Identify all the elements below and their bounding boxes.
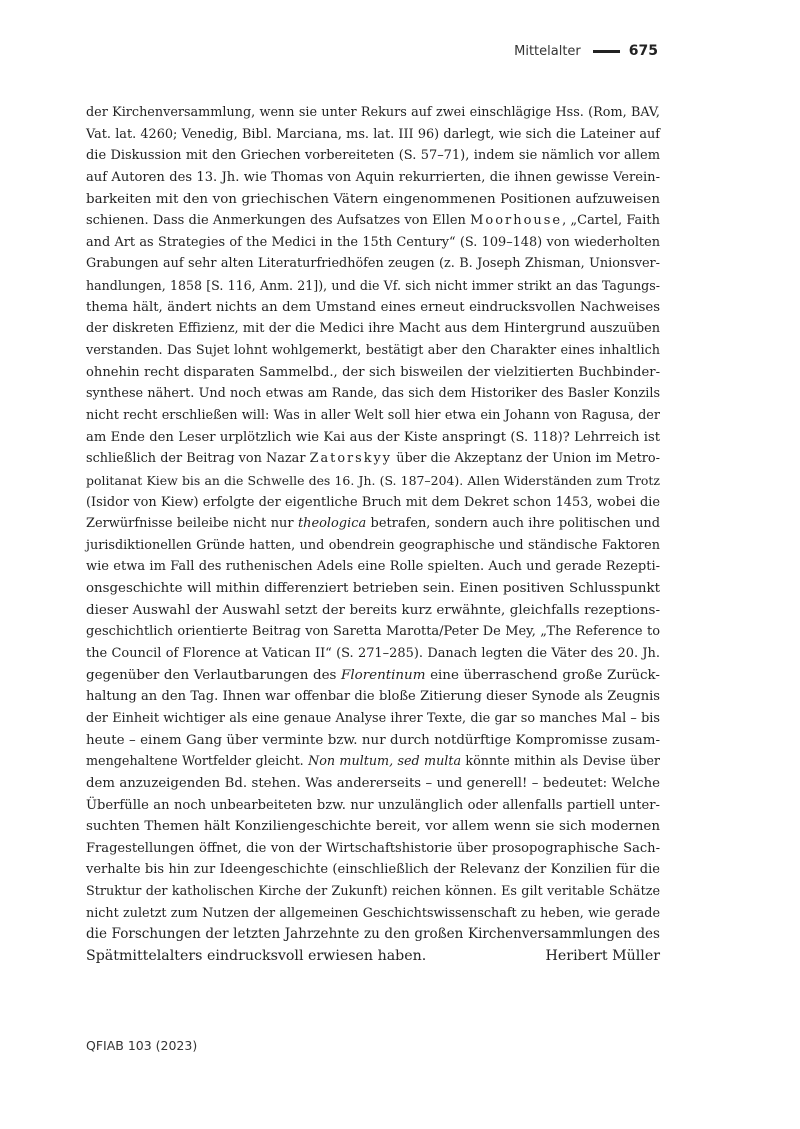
text-segment: eine überraschend große Zurück- <box>430 667 660 683</box>
text-line: die Forschungen der letzten Jahrzehnte zu den großen Kirchenversammlungen des <box>86 926 660 943</box>
italic-term: theologica <box>297 516 367 532</box>
text-line: ohnehin recht disparaten Sammelbd., der sich bisweilen der vielzitierten Buchbinder- <box>86 364 660 380</box>
text-line: (Isidor von Kiew) erfolgte der eigentliche Bruch mit dem Dekret schon 1453, wobei die <box>86 494 660 510</box>
text-line: haltung an den Tag. Ihnen war offenbar die bloße Zitierung dieser Synode als Zeugnis <box>86 689 660 705</box>
text-line: geschichtlich orientierte Beitrag von Saretta Marotta/Peter De Mey, „The Reference to <box>86 624 660 640</box>
text-line: dem anzuzeigenden Bd. stehen. Was andererseits – und generell! – bedeutet: Welche <box>86 775 660 791</box>
text-line: die Diskussion mit den Griechen vorbereiteten (S. 57–71), indem sie nämlich vor allem <box>86 148 660 164</box>
journal-footer: QFIAB 103 (2023) <box>86 1038 198 1053</box>
text-line: heute – einem Gang über verminte bzw. nur durch notdürftige Kompromisse zusam- <box>86 732 660 748</box>
running-header <box>514 43 658 59</box>
text-segment: mengehaltene Wortfelder gleicht. <box>86 754 304 770</box>
text-segment: , „Cartel, Faith <box>562 213 660 229</box>
author-name-spaced: Moorhouse <box>470 213 563 229</box>
text-line <box>86 513 660 535</box>
text-line: nicht zuletzt zum Nutzen der allgemeinen Geschichtswissenschaft zu heben, wie gerade <box>86 905 660 921</box>
text-line: der diskreten Effizienz, mit der die Medici ihre Macht aus dem Hintergrund auszuüben <box>86 321 660 337</box>
header-rule <box>593 50 620 53</box>
text-line <box>86 448 660 470</box>
text-segment: Zerwürfnisse beileibe nicht nur <box>86 516 294 532</box>
text-segment: schienen. Dass die Anmerkungen des Aufsatzes von Ellen <box>86 213 466 229</box>
text-line: thema hält, ändert nichts an dem Umstand eines erneut eindrucksvollen Nachweises <box>86 299 660 315</box>
text-segment: gegenüber den Verlautbarungen des <box>86 667 337 683</box>
text-segment: schließlich der Beitrag von Nazar <box>86 451 306 467</box>
text-segment: betrafen, sondern auch ihre politischen und <box>370 516 661 532</box>
text-line: der Kirchenversammlung, wenn sie unter Rekurs auf zwei einschlägige Hss. (Rom, BAV, <box>86 105 660 120</box>
text-line: suchten Themen hält Konziliengeschichte bereit, vor allem wenn sie sich modernen <box>86 819 660 835</box>
text-line: Grabungen auf sehr alten Literaturfriedhöfen zeugen (z. B. Joseph Zhisman, Unionsver- <box>86 256 660 272</box>
text-line: onsgeschichte will mithin differenziert betrieben sein. Einen positiven Schlusspunkt <box>86 581 660 597</box>
page-number: 675 <box>628 43 658 59</box>
review-text <box>86 102 660 968</box>
italic-term: Florentinum <box>341 667 426 683</box>
author-name-spaced: Zatorskyy <box>309 451 393 467</box>
text-line: verhalte bis hin zur Ideengeschichte (einschließlich der Relevanz der Konzilien für die <box>86 862 660 878</box>
text-line: nicht recht erschließen will: Was in aller Welt soll hier etwa ein Johann von Ragusa, der <box>86 407 660 423</box>
section-title: Mittelalter <box>514 43 581 59</box>
text-line: der Einheit wichtiger als eine genaue Analyse ihrer Texte, die gar so manches Mal – bis <box>86 710 660 726</box>
text-line: handlungen, 1858 [S. 116, Anm. 21]), und die Vf. sich nicht immer strikt an das Tagungs- <box>86 278 660 294</box>
text-line: wie etwa im Fall des ruthenischen Adels eine Rolle spielten. Auch und gerade Rezepti- <box>86 559 660 575</box>
text-line: verstanden. Das Sujet lohnt wohlgemerkt, bestätigt aber den Charakter eines inhaltlich <box>86 343 660 359</box>
text-line: auf Autoren des 13. Jh. wie Thomas von Aquin rekurrierten, die ihnen gewisse Verein- <box>86 169 660 185</box>
text-line: am Ende den Leser urplötzlich wie Kai aus der Kiste anspringt (S. 118)? Lehrreich ist <box>86 429 660 445</box>
text-line: Überfülle an noch unbearbeiteten bzw. nur unzulänglich oder allenfalls partiell unter- <box>86 797 660 813</box>
text-line: Struktur der katholischen Kirche der Zukunft) reichen können. Es gilt veritable Schätze <box>86 884 660 900</box>
text-line <box>86 210 660 232</box>
text-line: Vat. lat. 4260; Venedig, Bibl. Marciana, ms. lat. III 96) darlegt, wie sich die Lateiner auf <box>86 126 660 142</box>
text-line: politanat Kiew bis an die Schwelle des 16. Jh. (S. 187–204). Allen Widerständen zum Trotz <box>86 472 660 488</box>
text-line <box>86 751 660 773</box>
text-line: and Art as Strategies of the Medici in the 15th Century“ (S. 109–148) von wiederholten <box>86 234 660 250</box>
review-author: Heribert Müller <box>545 947 660 964</box>
text-line: the Council of Florence at Vatican II“ (S. 271–285). Danach legten die Väter des 20. Jh. <box>86 646 660 662</box>
text-line: synthese nähert. Und noch etwas am Rande, das sich dem Historiker des Basler Konzils <box>86 386 660 402</box>
text-segment: Spätmittelalters eindrucksvoll erwiesen haben. <box>86 947 427 964</box>
text-line: Fragestellungen öffnet, die von der Wirtschaftshistorie über prosopographische Sach- <box>86 840 660 856</box>
text-line: jurisdiktionellen Gründe hatten, und obendrein geographische und ständische Faktoren <box>86 537 660 553</box>
text-segment: über die Akzeptanz der Union im Metro- <box>396 451 660 467</box>
text-line: barkeiten mit den von griechischen Vätern eingenommenen Positionen aufzuweisen <box>86 191 660 207</box>
text-line <box>86 665 660 687</box>
text-line: dieser Auswahl der Auswahl setzt der bereits kurz erwähnte, gleichfalls rezeptions- <box>86 602 660 618</box>
text-segment: könnte mithin als Devise über <box>465 754 660 770</box>
italic-term: Non multum, sed multa <box>308 754 462 770</box>
text-line-last <box>86 946 660 968</box>
